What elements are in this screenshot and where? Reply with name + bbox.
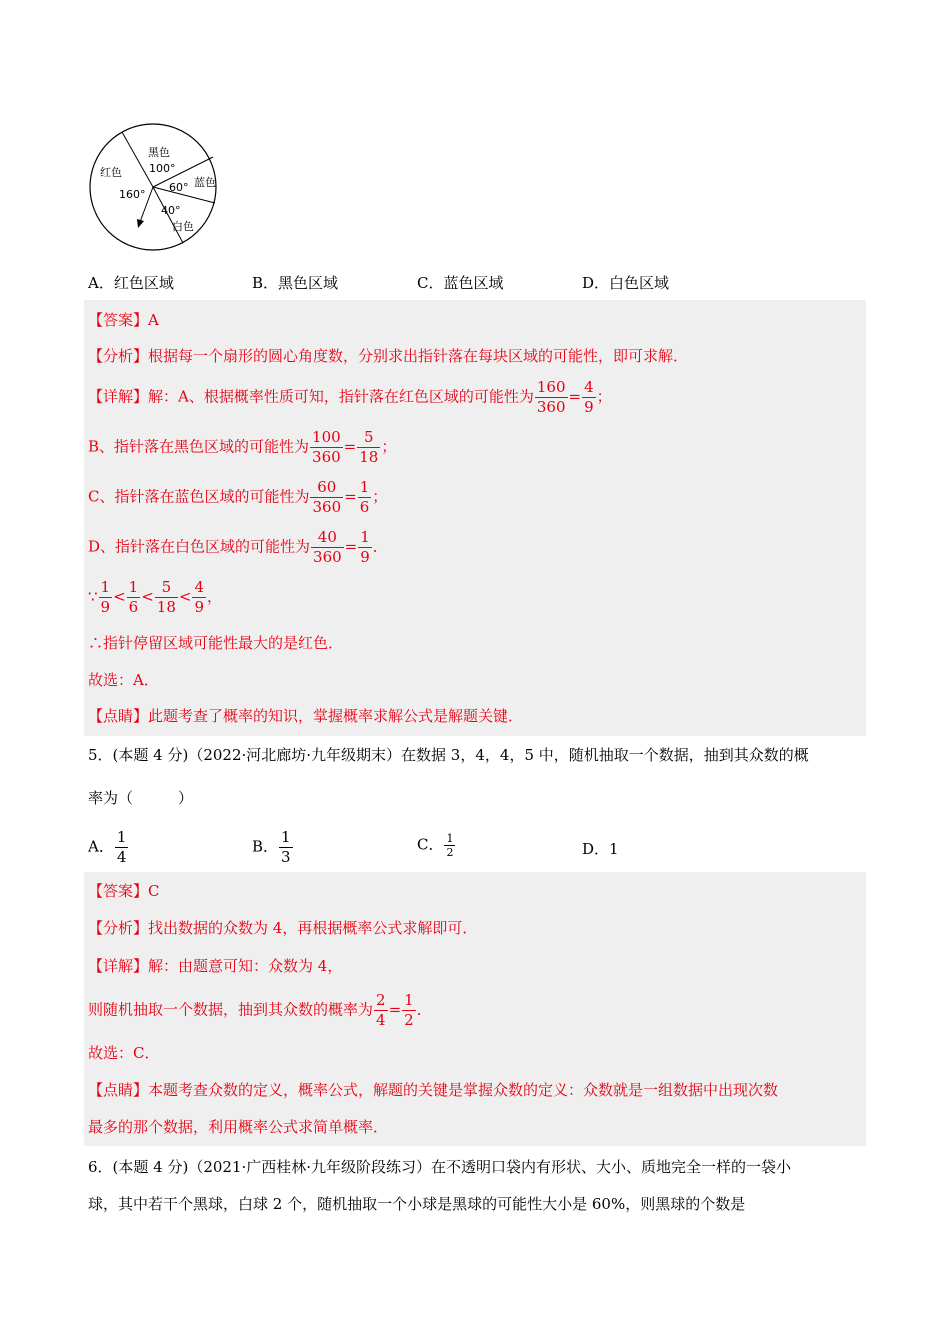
q5-analysis	[88, 918, 477, 938]
fraction: $\frac{1}{2}$	[404, 991, 414, 1029]
fraction: $\frac{40}{360}$	[313, 528, 342, 566]
fraction: $\frac{100}{360}$	[312, 428, 341, 466]
label-blue: 蓝色	[194, 176, 216, 189]
fraction: $\frac{1}{2}$	[446, 832, 454, 859]
fraction: $\frac{60}{360}$	[312, 478, 342, 516]
q4-detail-b: B、指针落在黑色区域的可能性为 $\frac{100}{360}$ = $\frac{5}{18}$ ；	[88, 428, 397, 466]
fraction: $\frac{1}{9}$	[360, 528, 370, 566]
q5-detail-1-text: 解：由题意可知：众数为 4，	[148, 957, 343, 975]
fraction: $\frac{4}{9}$	[584, 378, 594, 416]
fraction: $\frac{1}{9}$	[100, 578, 111, 616]
q4-detail-b-text: B、指针落在黑色区域的可能性为	[88, 437, 310, 456]
fraction: $\frac{1}{3}$	[281, 828, 291, 866]
q4-therefore: ∴指针停留区域可能性最大的是红色．	[88, 634, 344, 652]
q4-option-c: C．蓝色区域	[417, 274, 504, 292]
q5-choose: 故选：C．	[88, 1044, 160, 1062]
q5-option-b	[252, 828, 294, 867]
q5-comment-text-1: 本题考查众数的定义，概率公式，解题的关键是掌握众数的定义：众数就是一组数据中出现次数	[148, 1081, 779, 1099]
q5-stem-line-2: 率为（ ）	[88, 789, 194, 807]
fraction: $\frac{1}{6}$	[128, 578, 139, 616]
q4-detail-d: D、指针落在白色区域的可能性为 $\frac{40}{360}$ = $\frac{1}{9}$ ．	[88, 528, 388, 566]
fraction: $\frac{1}{6}$	[359, 478, 370, 516]
q5-comment-line-1	[88, 1080, 778, 1100]
fraction: $\frac{2}{4}$	[376, 991, 386, 1029]
q4-analysis	[88, 346, 688, 366]
q4-detail-d-text: D、指针落在白色区域的可能性为	[88, 537, 311, 556]
q5-stem-line-1: 5．(本题 4 分)（2022·河北廊坊·九年级期末）在数据 3，4，4，5 中，随机抽取一个数据，抽到其众数的概	[88, 746, 809, 764]
q5-comment-tag: 【点睛】	[88, 1081, 149, 1099]
q5-option-c	[417, 832, 456, 859]
q4-detail-c-text: C、指针落在蓝色区域的可能性为	[88, 487, 310, 506]
q4-comment-tag: 【点睛】	[88, 707, 149, 725]
q4-detail-tag: 【详解】	[88, 387, 149, 406]
label-white-deg: 40°	[161, 204, 181, 217]
q5-option-a	[88, 828, 129, 867]
label-blue-deg: 60°	[169, 181, 189, 194]
q4-detail-a-text: 解：A、根据概率性质可知，指针落在红色区域的可能性为	[148, 387, 534, 406]
fraction: $\frac{5}{18}$	[359, 428, 379, 466]
fraction: $\frac{4}{9}$	[194, 578, 205, 616]
q4-detail-c: C、指针落在蓝色区域的可能性为 $\frac{60}{360}$ = $\frac{1}{6}$ ；	[88, 478, 388, 516]
label-red: 红色	[100, 166, 122, 179]
fraction: $\frac{1}{4}$	[116, 828, 127, 866]
q4-comment-text: 此题考查了概率的知识，掌握概率求解公式是解题关键．	[148, 707, 524, 725]
q4-option-d: D．白色区域	[582, 274, 670, 292]
q4-analysis-text: 根据每一个扇形的圆心角度数，分别求出指针落在每块区域的可能性，即可求解．	[148, 347, 689, 365]
q5-option-d: D．1	[582, 840, 619, 858]
q5-answer: 【答案】C	[88, 882, 160, 900]
q4-analysis-tag: 【分析】	[88, 347, 149, 365]
q5-detail-1	[88, 956, 342, 976]
label-white: 白色	[172, 220, 194, 233]
because-symbol: ∵	[88, 587, 98, 606]
q6-stem-line-1: 6．(本题 4 分)（2021·广西桂林·九年级阶段练习）在不透明口袋内有形状、大小、质地完全一样的一袋小	[88, 1158, 792, 1176]
q5-option-b-label: B．	[252, 837, 279, 856]
label-black-deg: 100°	[149, 162, 176, 175]
q5-analysis-text: 找出数据的众数为 4，再根据概率公式求解即可．	[148, 919, 478, 937]
fraction: $\frac{5}{18}$	[156, 578, 176, 616]
q5-detail-tag: 【详解】	[88, 957, 149, 975]
fraction: $\frac{160}{360}$	[536, 378, 566, 416]
label-red-deg: 160°	[119, 188, 146, 201]
q5-option-a-label: A．	[88, 837, 114, 856]
q4-choose: 故选：A．	[88, 671, 159, 689]
q5-comment-line-2: 最多的那个数据，利用概率公式求简单概率．	[88, 1118, 389, 1136]
q4-comment	[88, 706, 523, 726]
q4-answer: 【答案】A	[88, 311, 159, 329]
q5-analysis-tag: 【分析】	[88, 919, 149, 937]
q4-option-a: A．红色区域	[88, 274, 174, 292]
q6-stem-line-2: 球，其中若干个黑球，白球 2 个，随机抽取一个小球是黑球的可能性大小是 60%，则黑球的个数是	[88, 1195, 746, 1213]
q4-detail-a: 【详解】解：A、根据概率性质可知，指针落在红色区域的可能性为 $\frac{160}{360}$ = $\frac{4}{9}$ ；	[88, 378, 612, 416]
spinner-pie-chart	[86, 116, 226, 256]
q5-detail-2-text: 则随机抽取一个数据，抽到其众数的概率为	[88, 1000, 374, 1019]
q5-detail-2: 则随机抽取一个数据，抽到其众数的概率为 $\frac{2}{4}$ = $\frac{1}{2}$ ．	[88, 991, 432, 1029]
q4-option-b: B．黑色区域	[252, 274, 339, 292]
q4-compare: ∵ $\frac{1}{9}$ < $\frac{1}{6}$ < $\frac{5}{18}$ < $\frac{4}{9}$ ，	[88, 578, 223, 616]
label-black: 黑色	[148, 146, 170, 159]
q5-option-c-label: C．	[417, 835, 444, 854]
